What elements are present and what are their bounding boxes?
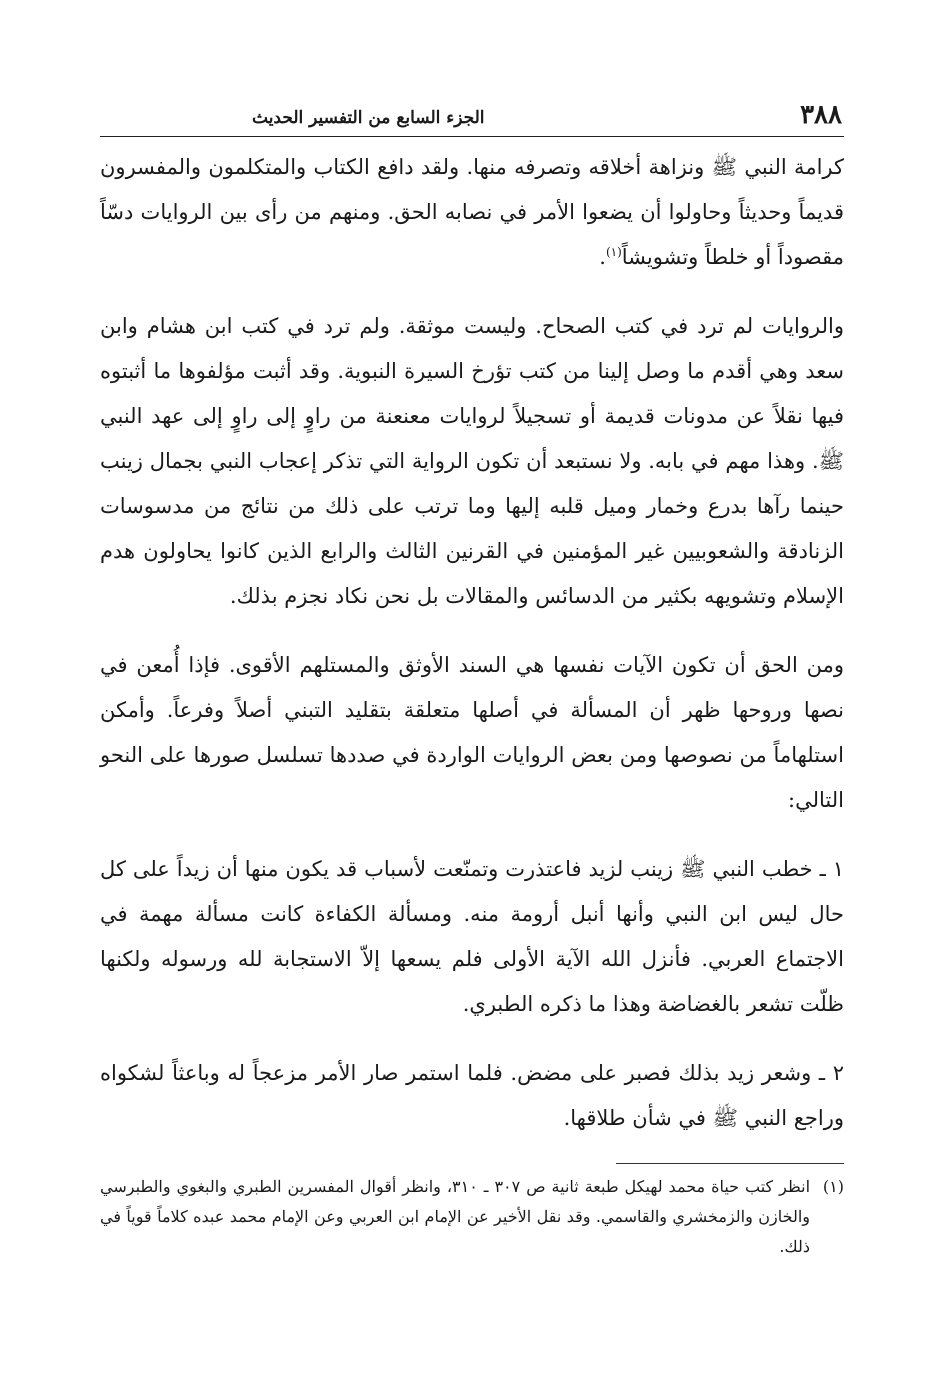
- paragraph-4: ١ ـ خطب النبي ﷺ زينب لزيد فاعتذرت وتمنّعت لأسباب قد يكون منها أن زيداً على كل حال ليس ابن النبي وأنها أنبل أرومة منه. ومسألة الكفاءة كانت مسألة مهمة في الاجتماع العربي. فأنزل الله الآية الأولى فلم يسعها إلاّ الاستجابة لله ورسوله ولكنها ظلّت تشعر بالغضاضة وهذا ما ذكره الطبري.: [100, 857, 844, 1016]
- footnote-text: انظر كتب حياة محمد لهيكل طبعة ثانية ص ٣٠٧ ـ ٣١٠، وانظر أقوال المفسرين الطبري والبغوي والطبرسي والخازن والزمخشري والقاسمي. وقد نقل الأخير عن الإمام ابن العربي وعن الإمام محمد عبده كلاماً قوياً في ذلك.: [100, 1177, 811, 1256]
- footnote-rule: [616, 1163, 844, 1164]
- running-header: [100, 100, 844, 132]
- paragraph-1: [100, 145, 844, 280]
- header-rule: [100, 136, 844, 137]
- paragraph-3: ومن الحق أن تكون الآيات نفسها هي السند الأوثق والمستلهم الأقوى. فإذا أُمعن في نصها وروحها ظهر أن المسألة في أصلها متعلقة بتقليد التبني أصلاً وفرعاً. وأمكن استلهاماً من نصوصها ومن بعض الروايات الواردة في صددها تسلسل صورها على النحو التالي:: [100, 653, 844, 812]
- footnote-paragraph: [100, 1172, 844, 1262]
- footnote-reference: (١): [605, 245, 622, 259]
- page-number: ٣٨٨: [800, 100, 842, 130]
- paragraph-5: ٢ ـ وشعر زيد بذلك فصبر على مضض. فلما استمر صار الأمر مزعجاً له وباعثاً لشكواه وراجع النبي ﷺ في شأن طلاقها.: [100, 1061, 844, 1130]
- paragraph-1-end: .: [599, 245, 606, 269]
- paragraph-2: والروايات لم ترد في كتب الصحاح. وليست موثقة. ولم ترد في كتب ابن هشام وابن سعد وهي أقدم ما وصل إلينا من كتب تؤرخ السيرة النبوية. وقد أثبت مؤلفوها ما أثبتوه فيها نقلاً عن مدونات قديمة أو تسجيلاً لروايات معنعنة من راوٍ إلى راوٍ إلى عهد النبي ﷺ. وهذا مهم في بابه. ولا نستبعد أن تكون الرواية التي تذكر إعجاب النبي بجمال زينب حينما رآها بدرع وخمار وميل قلبه إليها وما ترتب على ذلك من نتائج من مدسوسات الزنادقة والشعوبيين غير المؤمنين في القرنين الثالث والرابع الذين كانوا يحاولون هدم الإسلام وتشويهه بكثير من الدسائس والمقالات بل نحن نكاد نجزم بذلك.: [100, 314, 844, 608]
- footnote: [100, 1172, 844, 1262]
- footnote-number: (١): [822, 1177, 844, 1196]
- body-text: [100, 145, 844, 1141]
- paragraph-1-text: كرامة النبي ﷺ ونزاهة أخلاقه وتصرفه منها. ولقد دافع الكتاب والمتكلمون والمفسرون قديماً وحديثاً وحاولوا أن يضعوا الأمر في نصابه الحق. ومنهم من رأى بين الروايات دسّاً مقصوداً أو خلطاً وتشويشاً: [100, 155, 844, 269]
- header-title: الجزء السابع من التفسير الحديث: [252, 108, 485, 128]
- document-page: [100, 100, 844, 1262]
